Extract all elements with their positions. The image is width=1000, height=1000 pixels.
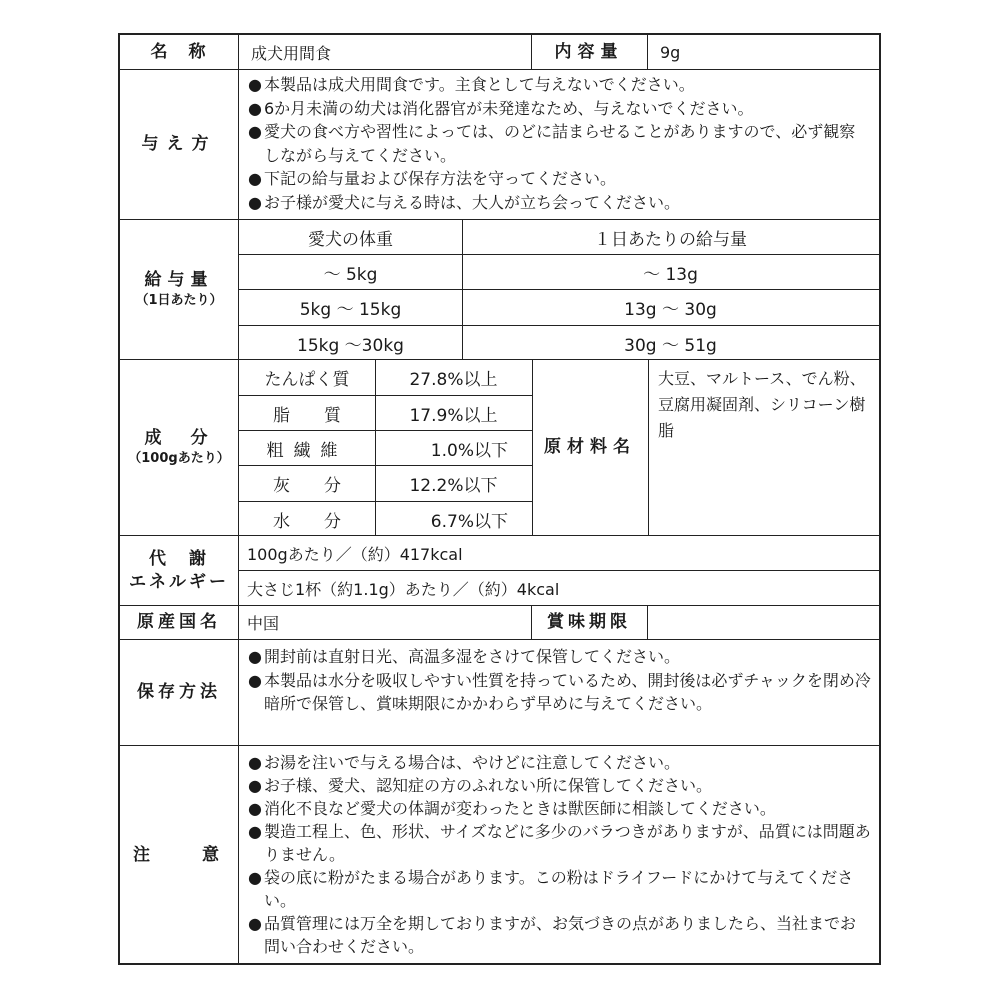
- feeding-amount-sublabel: （1日あたり）: [135, 293, 223, 309]
- list-item: ● 製造工程上、色、形状、サイズなどに多少のバラつきがありますが、品質には問題ありません。: [248, 822, 871, 864]
- name-row: [120, 35, 879, 69]
- expiry-value: [648, 606, 879, 639]
- origin-row: [120, 605, 879, 639]
- caution-label: 注 意: [120, 746, 239, 965]
- feeding-method-label: 与え方: [120, 70, 239, 219]
- nutrient-name: 水 分: [273, 511, 341, 532]
- list-item: ● 消化不良など愛犬の体調が変わったときは獣医師に相談してください。: [248, 799, 776, 818]
- nutrient-value: 17.9%以上: [409, 405, 498, 426]
- content-label: 内容量: [531, 35, 648, 69]
- amount-cell: 30g ～ 51g: [624, 335, 717, 356]
- amount-cell: ～ 13g: [643, 264, 698, 285]
- caution-row: [120, 745, 879, 965]
- energy-row: [120, 535, 879, 605]
- list-item: ● 本製品は成犬用間食です。主食として与えないでください。: [248, 75, 695, 94]
- energy-per-100g: 100gあたり／（約）417kcal: [247, 544, 463, 564]
- list-item: ● 愛犬の食べ方や習性によっては、のどに詰まらせることがありますので、必ず観察しながら与えてください。: [248, 122, 856, 165]
- feeding-method-list: [248, 73, 871, 215]
- amount-cell: 13g ～ 30g: [624, 300, 717, 320]
- list-item: ● 開封前は直射日光、高温多湿をさけて保管してください。: [248, 647, 681, 666]
- energy-label: 代 謝 エネルギー: [120, 536, 239, 605]
- feeding-amount-label: 給与量 （1日あたり）: [120, 220, 239, 359]
- nutrient-name: 粗繊維: [266, 440, 348, 461]
- composition-row: [120, 359, 879, 535]
- weight-cell: 5kg ～ 15kg: [299, 300, 402, 320]
- nutrient-name: 灰 分: [273, 476, 341, 496]
- list-item: ● お子様が愛犬に与える時は、大人が立ち会ってください。: [248, 192, 681, 212]
- nutrient-value: 12.2%以下: [409, 476, 498, 496]
- nutrient-value: 1.0%以下: [430, 440, 508, 461]
- feeding-method-row: [120, 69, 879, 219]
- weight-cell: ～ 5kg: [323, 264, 378, 285]
- composition-sublabel: （100gあたり）: [128, 451, 230, 467]
- name-label: 名 称: [120, 35, 239, 69]
- list-item: ● 本製品は水分を吸収しやすい性質を持っているため、開封後は必ずチャックを閉め冷暗所で保管し、賞味期限にかかわらず早めに与えてください。: [248, 670, 871, 714]
- nutrient-name: 脂 質: [273, 405, 341, 426]
- composition-label: 成 分 （100gあたり）: [120, 360, 239, 535]
- list-item: ● お子様、愛犬、認知症の方のふれない所に保管してください。: [248, 776, 713, 795]
- list-item: ● お湯を注いで与える場合は、やけどに注意してください。: [248, 753, 681, 772]
- nutrient-value: 27.8%以上: [409, 370, 498, 390]
- header-amount: １日あたりの給与量: [594, 229, 747, 250]
- energy-per-spoon: 大さじ1杯（約1.1g）あたり／（約）4kcal: [247, 580, 560, 599]
- feeding-amount-row: [120, 219, 879, 359]
- list-item: ● 下記の給与量および保存方法を守ってください。: [248, 169, 617, 189]
- storage-list: [248, 645, 871, 716]
- ingredients-label: 原材料名: [544, 437, 636, 458]
- ingredients-value: 大豆、マルトース、でん粉、豆腐用凝固剤、シリコーン樹脂: [658, 369, 866, 440]
- caution-list: [248, 751, 871, 958]
- origin-value: 中国: [247, 614, 280, 633]
- nutrient-value: 6.7%以下: [430, 511, 508, 532]
- list-item: ● 6か月未満の幼犬は消化器官が未発達なため、与えないでください。: [248, 98, 754, 118]
- name-value: 成犬用間食: [251, 43, 332, 63]
- header-weight: 愛犬の体重: [308, 229, 393, 250]
- origin-label: 原産国名: [120, 606, 239, 639]
- content-value: 9g: [660, 42, 681, 62]
- expiry-label: 賞味期限: [531, 606, 648, 639]
- list-item: ● 品質管理には万全を期しておりますが、お気づきの点がありましたら、当社までお問い合わせください。: [248, 914, 857, 956]
- product-info-table: [118, 33, 881, 965]
- storage-row: [120, 639, 879, 745]
- nutrient-name: たんぱく質: [264, 370, 350, 390]
- list-item: ● 袋の底に粉がたまる場合があります。この粉はドライフードにかけて与えてください。: [248, 868, 854, 910]
- weight-cell: 15kg ～30kg: [297, 335, 404, 356]
- storage-label: 保存方法: [120, 640, 239, 745]
